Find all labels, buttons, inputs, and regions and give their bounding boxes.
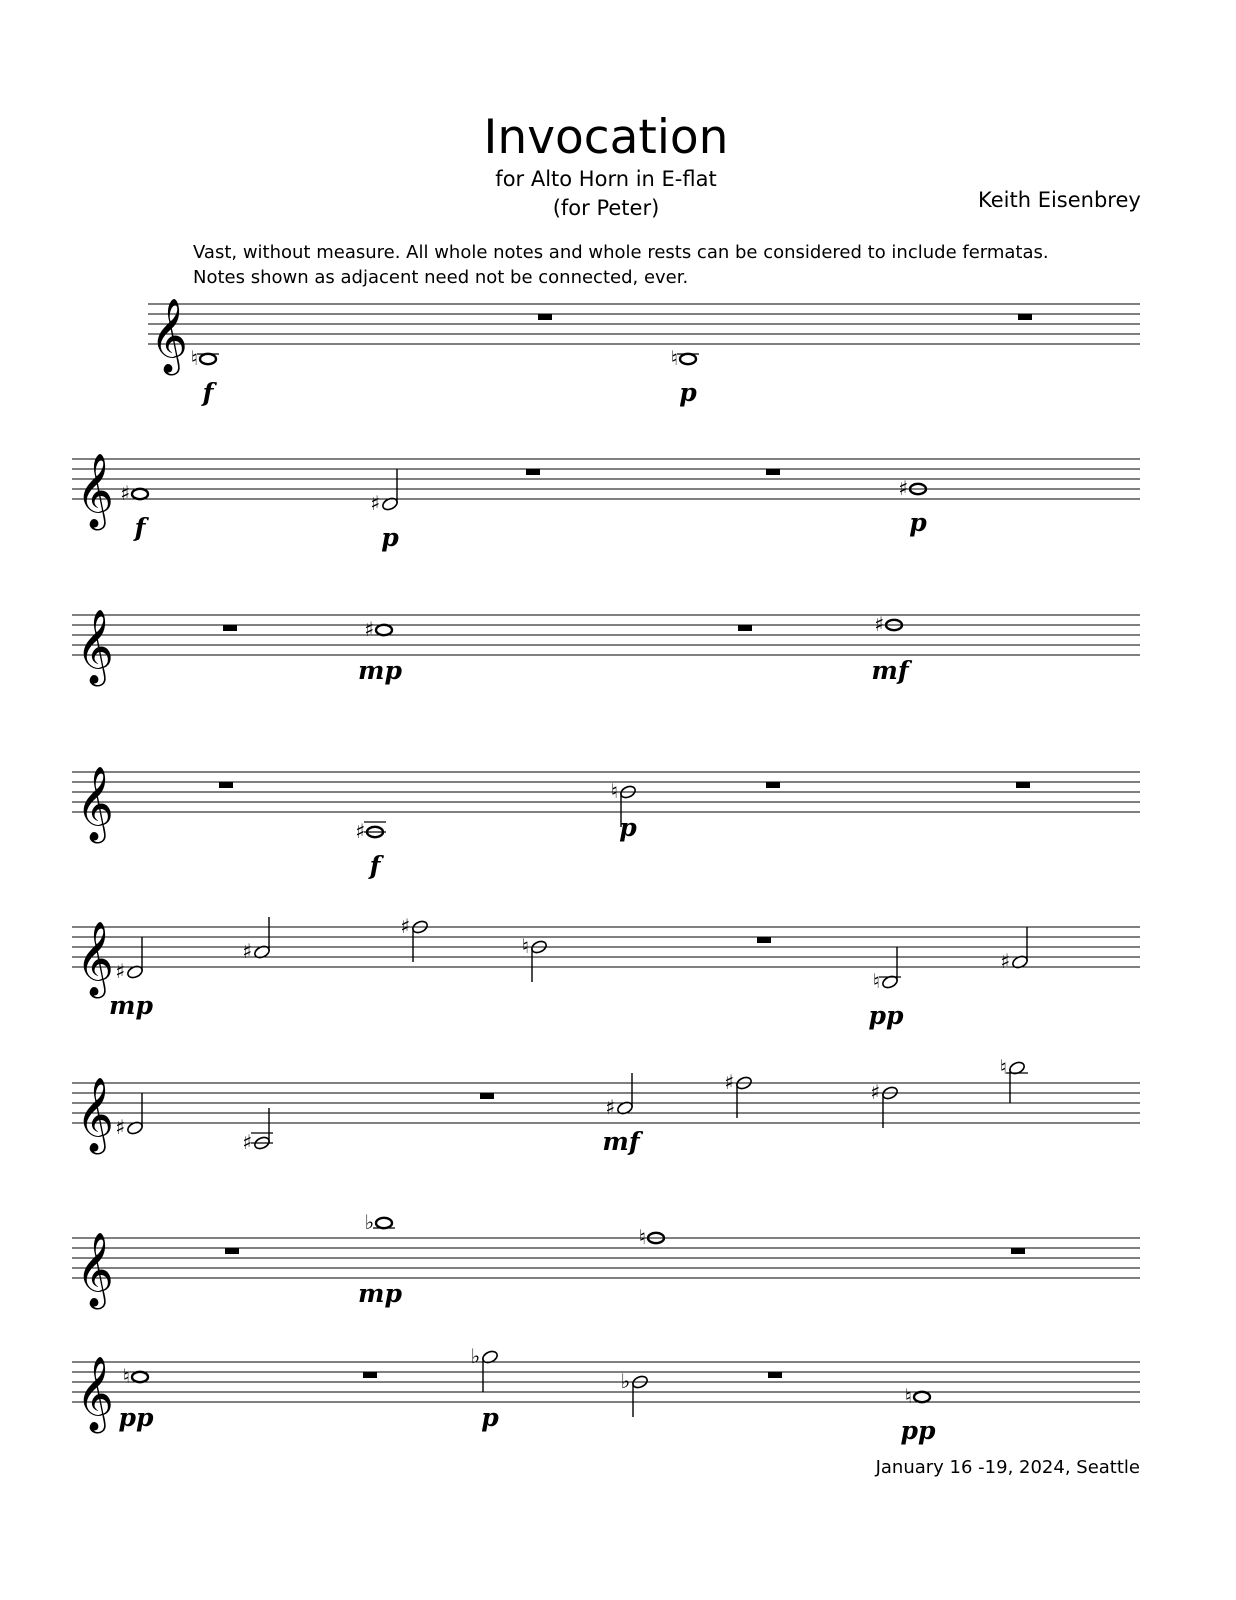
sharp-accidental-icon: ♯ <box>1000 949 1010 973</box>
sharp-accidental-icon: ♯ <box>364 617 374 641</box>
note <box>611 779 637 842</box>
note <box>671 346 699 407</box>
sharp-accidental-icon: ♯ <box>115 1115 125 1139</box>
note <box>120 481 149 542</box>
natural-accidental-icon: ♮ <box>638 1225 646 1249</box>
note <box>639 1225 664 1249</box>
sharp-accidental-icon: ♯ <box>898 476 908 500</box>
sharp-accidental-icon: ♯ <box>120 481 130 505</box>
dynamic-marking: p <box>619 813 637 842</box>
whole-rest <box>480 1093 494 1099</box>
sharp-accidental-icon: ♯ <box>242 1130 252 1154</box>
whole-rest <box>538 314 552 320</box>
note <box>115 1093 144 1139</box>
note <box>355 819 386 880</box>
dynamic-marking: p <box>679 378 697 407</box>
sharp-accidental-icon: ♯ <box>870 1080 880 1104</box>
note <box>400 914 429 962</box>
note <box>621 1369 649 1417</box>
note <box>724 1070 753 1118</box>
dynamic-marking: mf <box>871 656 909 685</box>
whole-rest <box>1016 782 1030 788</box>
dynamic-marking: p <box>381 523 399 552</box>
staff-system <box>72 914 1140 1030</box>
dynamic-marking: pp <box>118 1403 154 1432</box>
whole-rest <box>363 1372 377 1378</box>
natural-accidental-icon: ♮ <box>904 1384 912 1408</box>
dynamic-marking: pp <box>868 1001 904 1030</box>
natural-accidental-icon: ♮ <box>122 1364 130 1388</box>
note <box>1000 1055 1028 1103</box>
treble-clef-icon: 𝄞 <box>76 454 114 528</box>
note <box>370 469 399 552</box>
treble-clef-icon: 𝄞 <box>76 1078 114 1152</box>
sharp-accidental-icon: ♯ <box>874 612 884 636</box>
whole-rest <box>738 625 752 631</box>
note <box>242 917 271 963</box>
whole-notehead <box>376 1218 392 1228</box>
natural-accidental-icon: ♮ <box>670 346 678 370</box>
dynamic-marking: mp <box>358 1279 402 1308</box>
whole-rest <box>766 469 780 475</box>
whole-notehead <box>376 625 392 635</box>
natural-accidental-icon: ♮ <box>872 969 880 993</box>
treble-clef-icon: 𝄞 <box>150 299 188 373</box>
staff-system <box>72 767 1140 880</box>
treble-clef-icon: 𝄞 <box>76 1357 114 1431</box>
note <box>358 617 402 685</box>
note <box>109 937 153 1020</box>
flat-accidental-icon: ♭ <box>364 1210 374 1234</box>
dynamic-marking: mp <box>358 656 402 685</box>
whole-rest <box>768 1372 782 1378</box>
whole-notehead <box>914 1392 930 1402</box>
note <box>358 1210 402 1308</box>
note <box>901 1384 936 1445</box>
note <box>471 1344 500 1432</box>
treble-clef-icon: 𝄞 <box>76 1233 114 1307</box>
piece-subtitle: for Alto Horn in E-flat <box>495 167 717 191</box>
note <box>898 476 927 537</box>
performance-instruction-line-2: Notes shown as adjacent need not be connected, ever. <box>193 267 689 288</box>
natural-accidental-icon: ♮ <box>521 934 529 958</box>
whole-rest <box>223 625 237 631</box>
whole-rest <box>225 1248 239 1254</box>
dynamic-marking: mp <box>109 991 153 1020</box>
note <box>870 1080 899 1128</box>
sharp-accidental-icon: ♯ <box>115 959 125 983</box>
composer-name: Keith Eisenbrey <box>978 188 1141 212</box>
whole-notehead <box>132 489 148 499</box>
note <box>1000 927 1029 973</box>
whole-notehead <box>132 1372 148 1382</box>
whole-rest <box>757 937 771 943</box>
treble-clef-icon: 𝄞 <box>76 922 114 996</box>
whole-notehead <box>200 354 216 364</box>
sharp-accidental-icon: ♯ <box>400 914 410 938</box>
dynamic-marking: f <box>369 851 381 880</box>
natural-accidental-icon: ♮ <box>190 346 198 370</box>
piece-title: Invocation <box>483 110 729 165</box>
whole-rest <box>1018 314 1032 320</box>
note <box>602 1073 643 1156</box>
dynamic-marking: f <box>202 378 214 407</box>
piece-dedication: (for Peter) <box>552 196 660 220</box>
note <box>869 947 904 1030</box>
composition-date-place: January 16 -19, 2024, Seattle <box>875 1457 1140 1478</box>
note <box>871 612 912 685</box>
whole-notehead <box>680 354 696 364</box>
sharp-accidental-icon: ♯ <box>242 939 252 963</box>
treble-clef-icon: 𝄞 <box>76 767 114 841</box>
staff-system <box>72 1055 1140 1156</box>
whole-rest <box>1011 1248 1025 1254</box>
note <box>522 934 548 982</box>
natural-accidental-icon: ♮ <box>610 779 618 803</box>
staff-system <box>72 1344 1140 1445</box>
performance-instruction-line-1: Vast, without measure. All whole notes and whole rests can be considered to include fermatas. <box>193 242 1049 263</box>
flat-accidental-icon: ♭ <box>620 1369 630 1393</box>
whole-rest <box>526 469 540 475</box>
flat-accidental-icon: ♭ <box>470 1344 480 1368</box>
treble-clef-icon: 𝄞 <box>76 610 114 684</box>
staff-system <box>72 1210 1140 1310</box>
dynamic-marking: f <box>134 513 146 542</box>
sharp-accidental-icon: ♯ <box>605 1095 615 1119</box>
note <box>191 346 219 407</box>
note <box>242 1108 273 1154</box>
staff-system <box>72 454 1140 552</box>
whole-rest <box>766 782 780 788</box>
dynamic-marking: p <box>909 508 927 537</box>
dynamic-marking: p <box>481 1403 499 1432</box>
whole-rest <box>219 782 233 788</box>
sharp-accidental-icon: ♯ <box>370 491 380 515</box>
note <box>119 1364 154 1432</box>
staff-system <box>72 610 1140 687</box>
dynamic-marking: pp <box>900 1416 936 1445</box>
staff-system <box>148 299 1140 407</box>
natural-accidental-icon: ♮ <box>999 1055 1007 1079</box>
sharp-accidental-icon: ♯ <box>724 1070 734 1094</box>
dynamic-marking: mf <box>602 1127 640 1156</box>
sharp-accidental-icon: ♯ <box>355 819 365 843</box>
